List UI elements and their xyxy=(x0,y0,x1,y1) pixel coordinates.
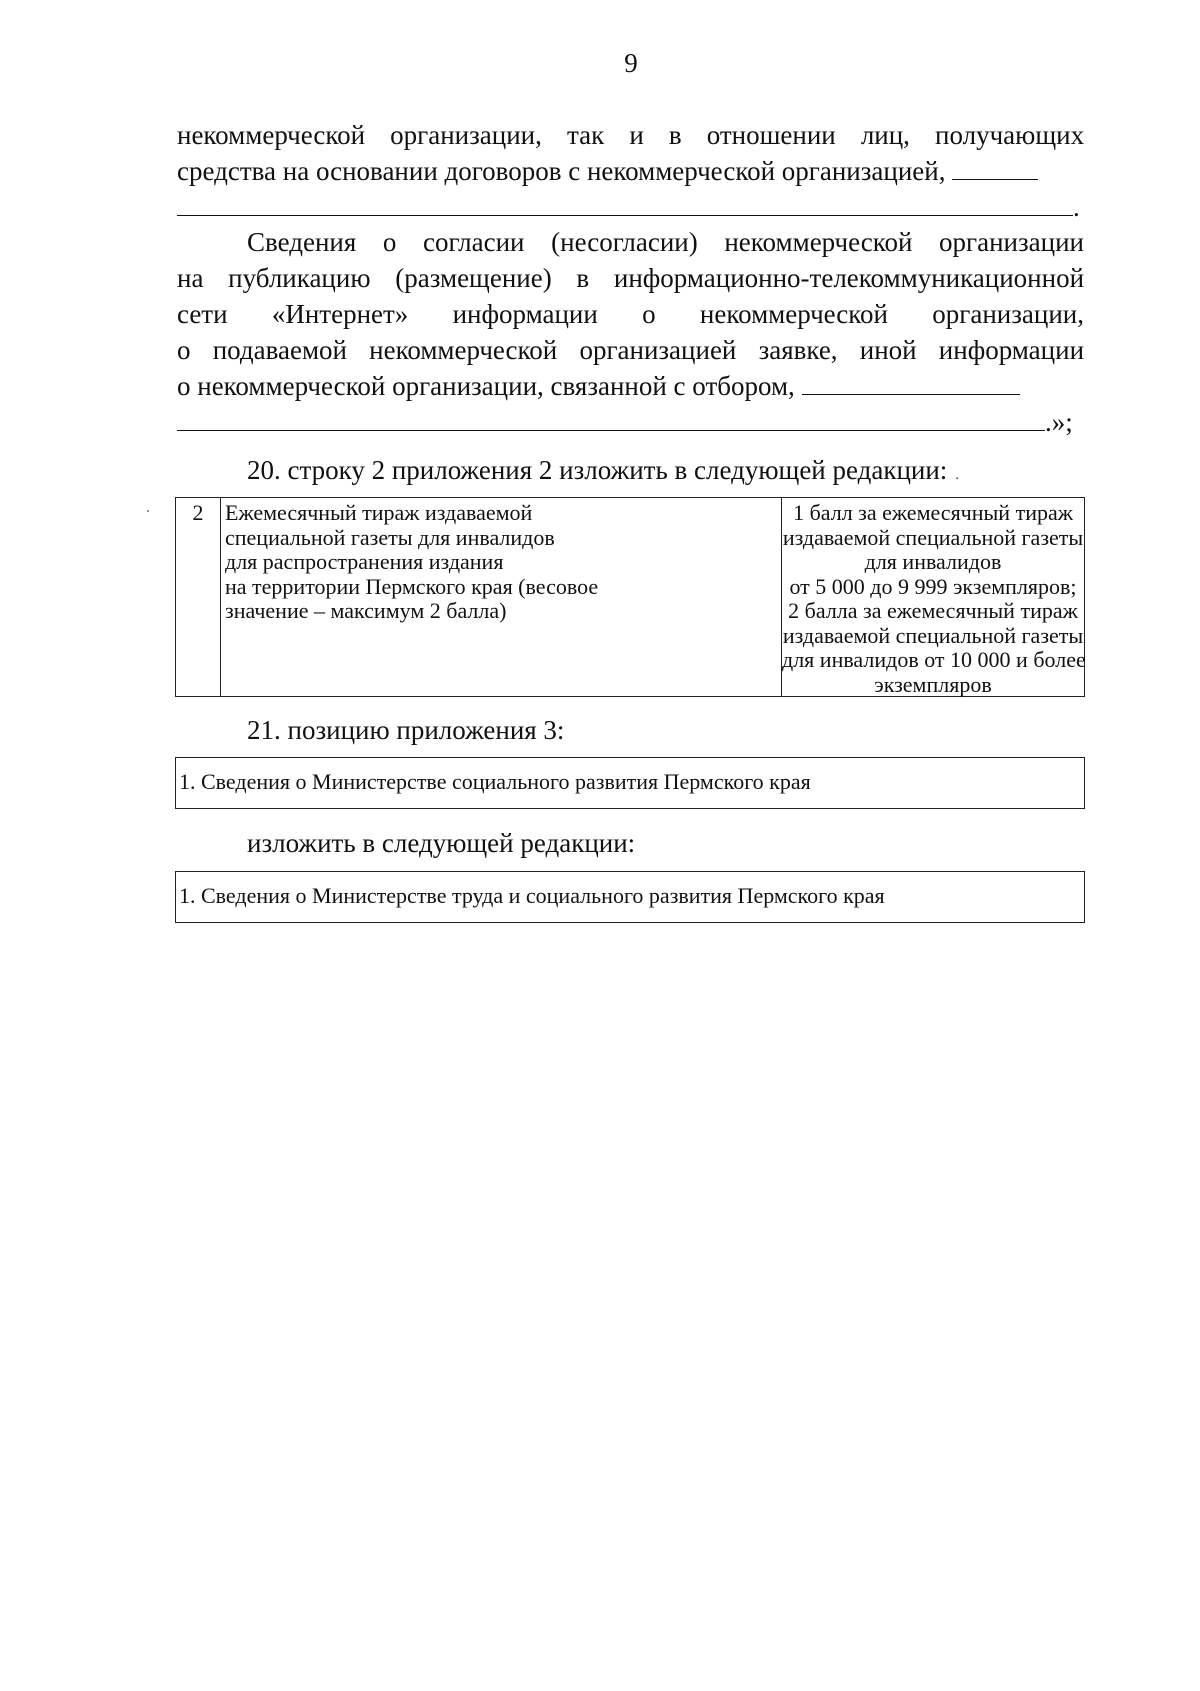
para2-line5 xyxy=(177,368,1084,404)
word: информационно-телекоммуникационной xyxy=(613,263,1085,293)
fill-in-blank xyxy=(952,153,1038,180)
fill-in-blank xyxy=(802,368,1020,395)
para2-line3 xyxy=(177,296,1084,332)
para2-line2 xyxy=(177,260,1084,296)
word: лиц, xyxy=(860,120,910,150)
word: иной xyxy=(859,335,917,365)
word: о xyxy=(642,299,656,329)
table-cell-description xyxy=(221,498,781,696)
text-line: Ежемесячный тираж издаваемой xyxy=(225,500,533,525)
text-line: экземпляров xyxy=(874,671,992,697)
text-line: 2 балла за ежемесячный тираж xyxy=(788,598,1078,623)
fill-in-blank xyxy=(177,404,1045,431)
text-line: для распространения издания xyxy=(225,549,504,574)
paragraph-continuation xyxy=(177,117,1084,225)
new-position-box: 1. Сведения о Министерстве труда и социального развития Пермского края xyxy=(175,871,1085,923)
paragraph-consent xyxy=(177,224,1084,440)
para1-line2 xyxy=(177,153,1084,189)
para2-line1 xyxy=(177,224,1084,260)
text-line: на территории Пермского края (весовое xyxy=(225,573,599,599)
text-line: значение – максимум 2 балла) xyxy=(225,598,507,623)
word: сети xyxy=(177,299,228,329)
page-number: 9 xyxy=(624,48,638,78)
word: организацией xyxy=(579,335,737,365)
para1-line3 xyxy=(177,189,1084,225)
text-line: 1 балл за ежемесячный тираж xyxy=(793,500,1073,525)
word: организации, xyxy=(390,120,542,150)
word: (размещение) xyxy=(395,263,552,293)
text-line: для инвалидов от 10 000 и более xyxy=(782,647,1086,672)
word: информации xyxy=(452,299,598,329)
text: .»; xyxy=(1045,407,1073,437)
word: некоммерческой xyxy=(699,299,888,329)
word: публикацию xyxy=(228,263,371,293)
word: некоммерческой xyxy=(177,120,366,150)
margin-mark xyxy=(147,510,149,512)
word: некоммерческой xyxy=(369,335,558,365)
word: о xyxy=(382,227,397,257)
item-20-heading xyxy=(247,452,959,494)
text: средства на основании договоров с некоммерческой организацией, xyxy=(177,156,946,186)
text-line: для инвалидов xyxy=(864,549,1002,574)
word: на xyxy=(177,263,204,293)
word: и xyxy=(629,120,644,150)
word: отношении xyxy=(706,120,836,150)
item-21-heading: 21. позицию приложения 3: xyxy=(247,715,565,745)
word: так xyxy=(566,120,605,150)
fill-in-blank xyxy=(177,189,1073,216)
word: организации, xyxy=(932,299,1085,329)
word: подаваемой xyxy=(212,335,347,365)
word: в xyxy=(668,120,682,150)
text-line: специальной газеты для инвалидов xyxy=(225,524,555,550)
text: о некоммерческой организации, связанной с отбором, xyxy=(177,371,795,401)
word: информации xyxy=(938,335,1085,365)
word: «Интернет» xyxy=(271,299,409,329)
word: Сведения xyxy=(247,227,357,257)
text: . xyxy=(1073,192,1080,222)
stray-dot: . xyxy=(955,468,959,483)
text-line: от 5 000 до 9 999 экземпляров; xyxy=(789,573,1077,599)
criteria-table xyxy=(175,497,1085,697)
table-cell-score xyxy=(782,498,1084,696)
word: некоммерческой xyxy=(724,227,913,257)
para2-line6 xyxy=(177,404,1084,440)
para1-line1 xyxy=(177,117,1084,153)
word: согласии xyxy=(422,227,525,257)
table-row-number: 2 xyxy=(176,498,221,696)
text: 20. строку 2 приложения 2 изложить в следующей редакции: xyxy=(247,455,948,485)
word: о xyxy=(177,335,191,365)
word: заявке, xyxy=(758,335,838,365)
revision-instruction: изложить в следующей редакции: xyxy=(247,828,636,858)
word: организации xyxy=(939,227,1085,257)
text-line: издаваемой специальной газеты xyxy=(782,622,1084,648)
word: в xyxy=(576,263,590,293)
old-position-box: 1. Сведения о Министерстве социального развития Пермского края xyxy=(175,757,1085,809)
para2-line4 xyxy=(177,332,1084,368)
description-text xyxy=(225,501,645,624)
word: (несогласии) xyxy=(551,227,698,257)
word: получающих xyxy=(935,120,1085,150)
text-line: издаваемой специальной газеты xyxy=(782,524,1084,550)
